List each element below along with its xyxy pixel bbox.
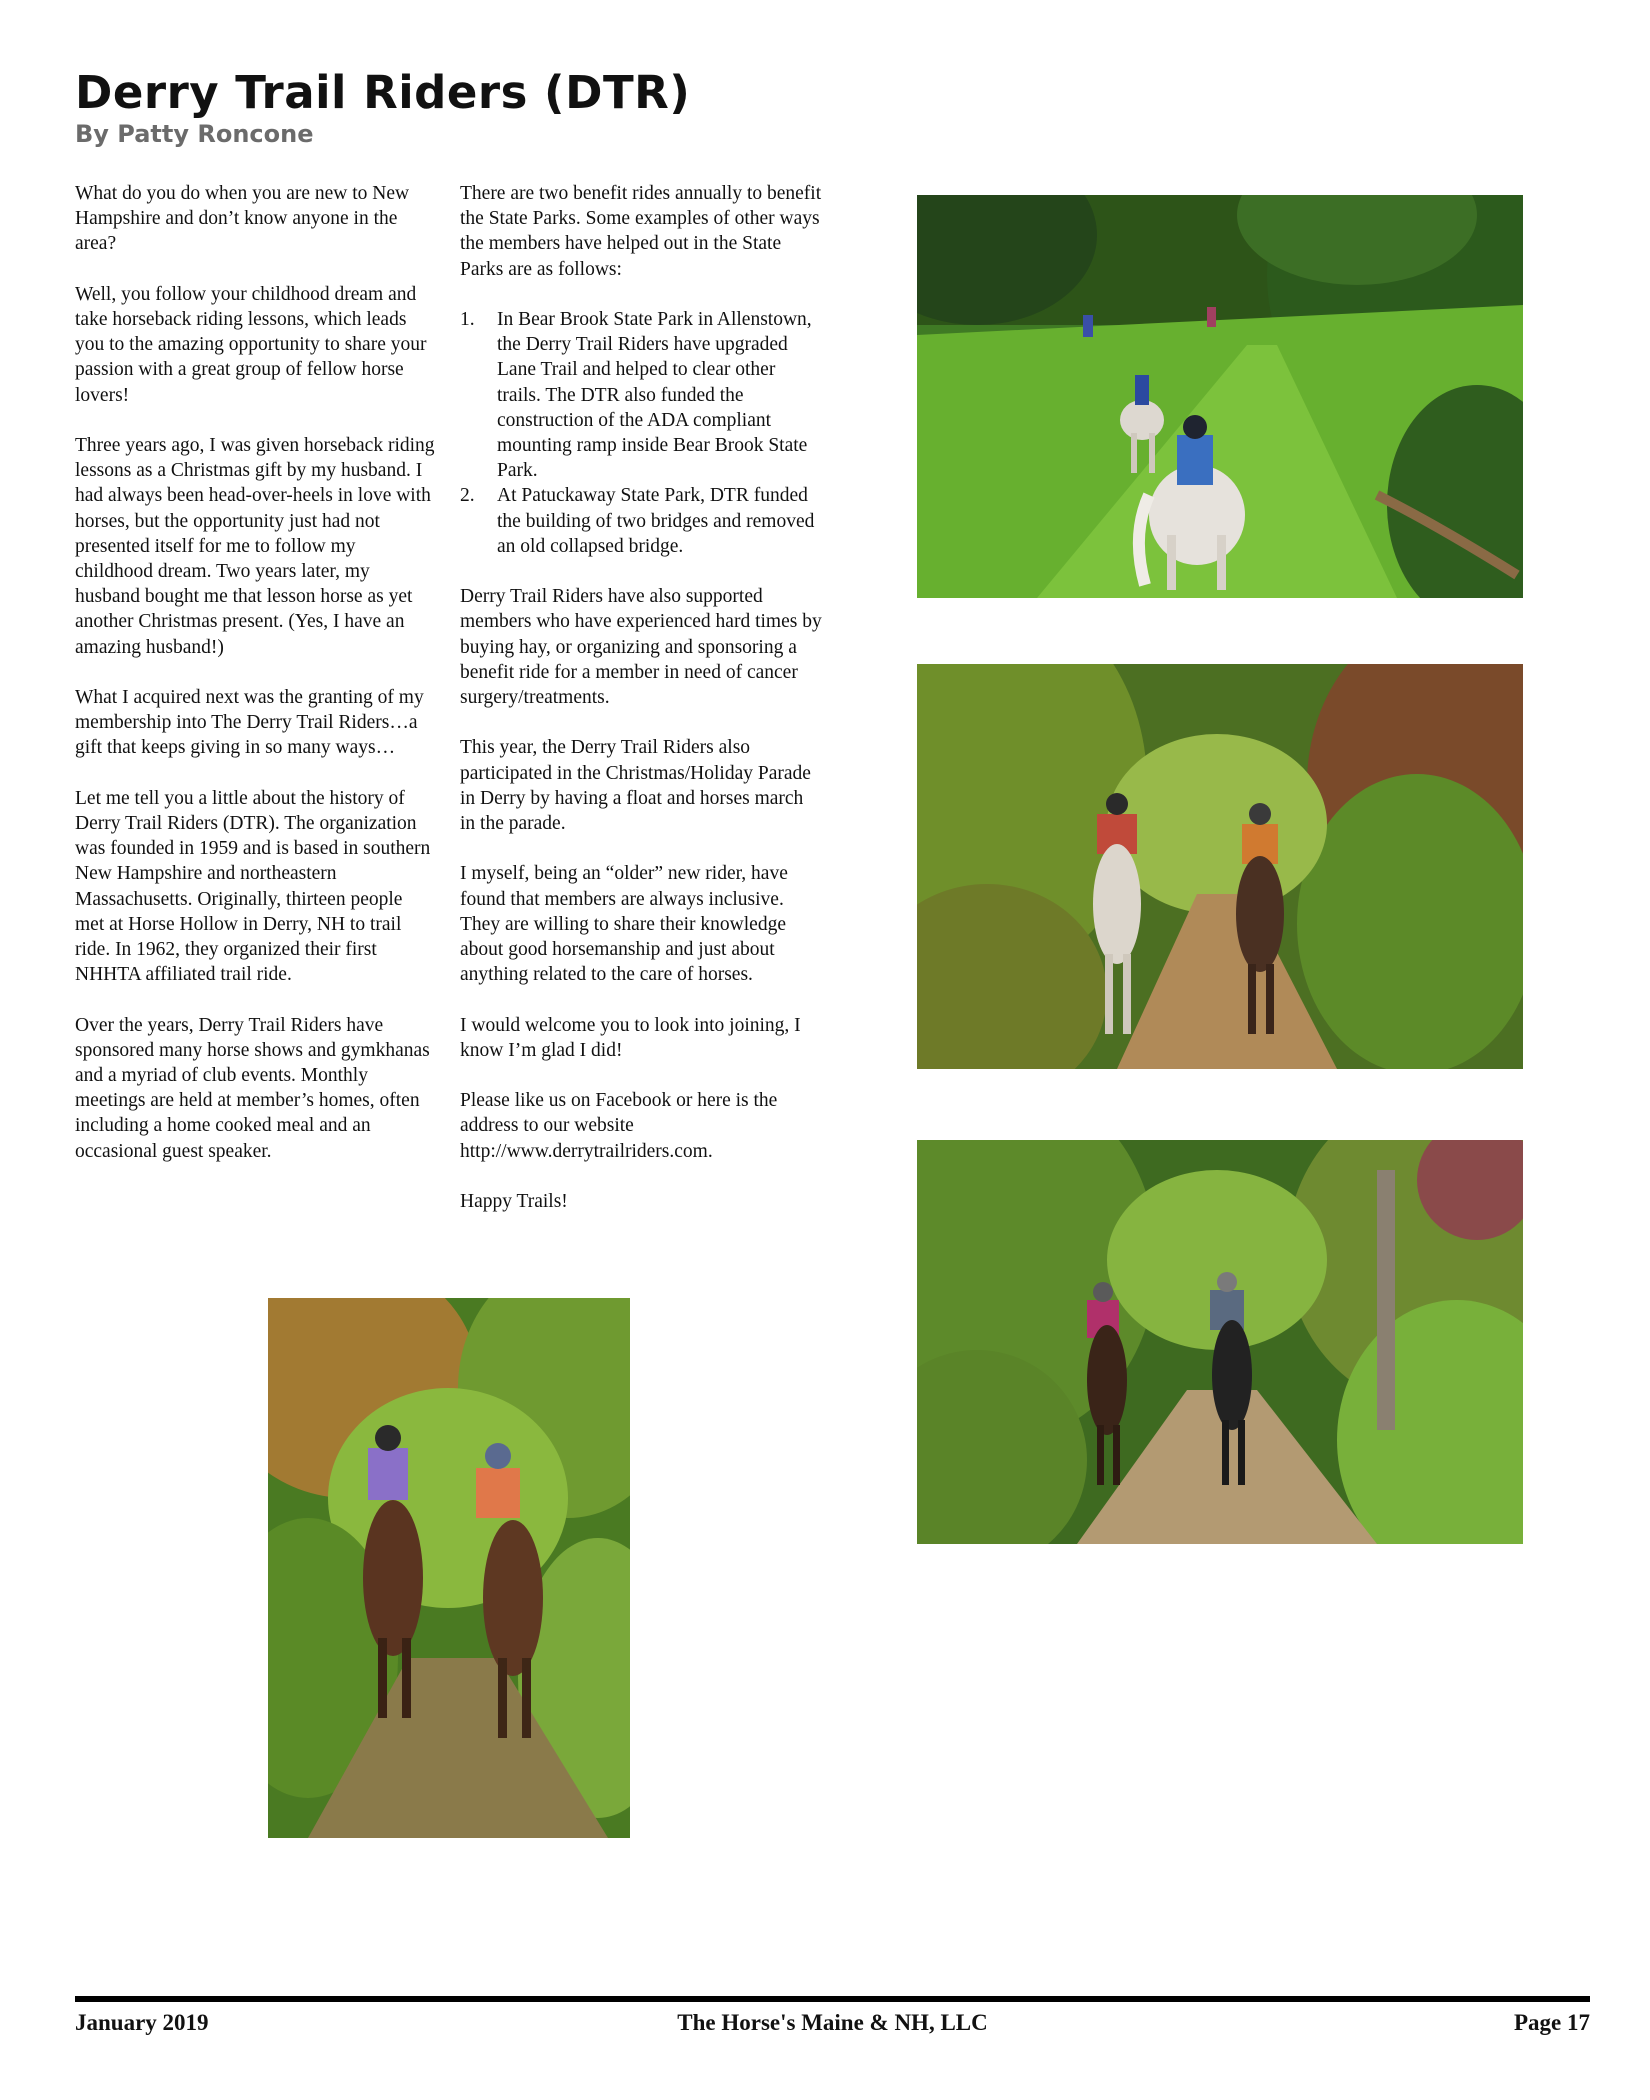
footer-page-number: Page 17 <box>1513 2010 1590 2035</box>
list-item-text: In Bear Brook State Park in Allenstown, the Derry Trail Riders have upgraded Lane Trail and helped to clear other trails. The DTR also funded the construction of the ADA compliant mounting ramp inside Bear Brook State Park. <box>497 309 812 482</box>
paragraph: What do you do when you are new to New Hampshire and don’t know anyone in the area? <box>75 183 410 255</box>
paragraph: Happy Trails! <box>460 1191 568 1213</box>
paragraph: Over the years, Derry Trail Riders have sponsored many horse shows and gymkhanas and a myriad of club events. Monthly meetings are held at member’s homes, often including a home cooked meal and an occasional guest speaker. <box>75 1014 430 1162</box>
footer-publication: The Horse's Maine & NH, LLC <box>677 2010 988 2035</box>
paragraph: This year, the Derry Trail Riders also participated in the Christmas/Holiday Parade in Derry by having a float and horses march in the parade. <box>460 737 811 835</box>
article-column-2 <box>460 181 822 1239</box>
list-number: 1. <box>460 309 475 330</box>
paragraph: Derry Trail Riders have also supported members who have experienced hard times by buying hay, or organizing and sponsoring a benefit ride for a member in need of cancer surgery/treatments. <box>460 586 822 709</box>
photo-two-riders-portrait <box>268 1298 630 1838</box>
photo-two-riders-autumn-trail <box>917 664 1523 1069</box>
article-title: Derry Trail Riders (DTR) <box>75 66 691 119</box>
article-byline: By Patty Roncone <box>75 120 314 148</box>
footer-rule <box>75 1996 1590 2002</box>
footer-date: January 2019 <box>75 2010 209 2035</box>
list-number: 2. <box>460 485 475 507</box>
list-item <box>460 307 822 483</box>
state-park-list <box>460 307 822 559</box>
paragraph: I would welcome you to look into joining, I know I’m glad I did! <box>460 1014 801 1061</box>
list-item-text: At Patuckaway State Park, DTR funded the building of two bridges and removed an old collapsed bridge. <box>497 485 815 557</box>
article-column-1 <box>75 181 435 1189</box>
photo-two-riders-dirt-road <box>917 1140 1523 1544</box>
paragraph: Three years ago, I was given horseback riding lessons as a Christmas gift by my husband. I had always been head-over-heels in love with horses, but the opportunity just had not presented itself for me to follow my childhood dream. Two years later, my husband bought me that lesson horse as yet another Christmas present. (Yes, I have an amazing husband!) <box>75 435 435 658</box>
paragraph: Well, you follow your childhood dream and take horseback riding lessons, which leads you to the amazing opportunity to share your passion with a great group of fellow horse lovers! <box>75 283 427 406</box>
paragraph: I myself, being an “older” new rider, have found that members are always inclusive. They are willing to share their knowledge about good horsemanship and just about anything related to the care of horses. <box>460 863 788 986</box>
paragraph: What I acquired next was the granting of my membership into The Derry Trail Riders…a gift that keeps giving in so many ways… <box>75 687 424 759</box>
paragraph: Let me tell you a little about the history of Derry Trail Riders (DTR). The organization was founded in 1959 and is based in southern New Hampshire and northeastern Massachusetts. Originally, thirteen people met at Horse Hollow in Derry, NH to trail ride. In 1962, they organized their first NHHTA affiliated trail ride. <box>75 787 431 986</box>
photo-riders-grass-trail <box>917 195 1523 598</box>
paragraph: Please like us on Facebook or here is the address to our website http://www.derrytrailriders.com. <box>460 1090 778 1162</box>
paragraph: There are two benefit rides annually to benefit the State Parks. Some examples of other ways the members have helped out in the State Parks are as follows: <box>460 183 822 280</box>
list-item <box>460 483 822 559</box>
